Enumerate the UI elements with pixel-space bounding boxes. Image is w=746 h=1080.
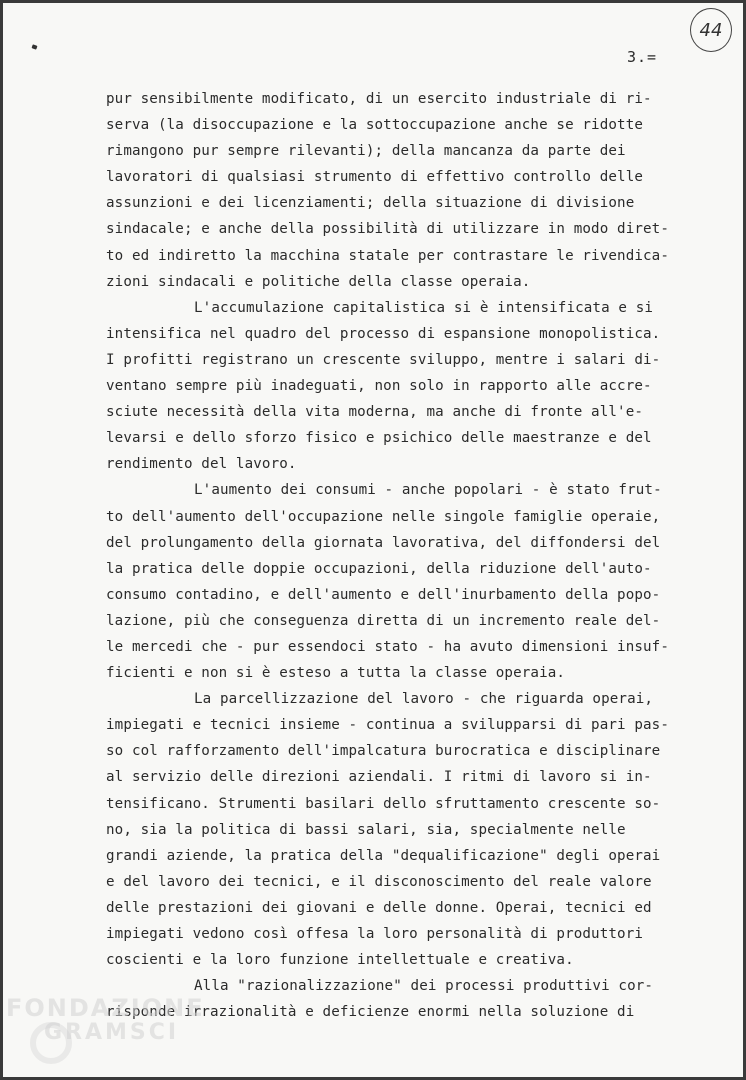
text-line: lazione, più che conseguenza diretta di un incremento reale del- (106, 612, 661, 629)
handwritten-folio-number: 44 (690, 8, 732, 52)
ink-mark (31, 44, 37, 49)
text-line: sciute necessità della vita moderna, ma anche di fronte all'e- (106, 404, 644, 421)
paragraph-start-line: La parcellizzazione del lavoro - che riguarda operai, (194, 691, 654, 708)
text-line: zioni sindacali e politiche della classe operaia. (106, 273, 531, 290)
text-line: delle prestazioni dei giovani e delle donne. Operai, tecnici ed (106, 899, 652, 916)
text-line: lavoratori di qualsiasi strumento di effettivo controllo delle (106, 169, 644, 186)
text-line: no, sia la politica di bassi salari, sia, specialmente nelle (106, 821, 626, 838)
paragraph-start-line: L'aumento dei consumi - anche popolari - è stato frut- (194, 482, 662, 499)
text-line: rimangono pur sempre rilevanti); della mancanza da parte dei (106, 143, 626, 160)
text-line: al servizio delle direzioni aziendali. I ritmi di lavoro si in- (106, 769, 652, 786)
text-line: consumo contadino, e dell'aumento e dell'inurbamento della popo- (106, 586, 661, 603)
text-line: to ed indiretto la macchina statale per contrastare le rivendica- (106, 247, 670, 264)
text-line: le mercedi che - pur essendoci stato - ha avuto dimensioni insuf- (106, 638, 670, 655)
text-line: sindacale; e anche della possibilità di utilizzare in modo diret- (106, 221, 670, 238)
typewritten-body (106, 86, 686, 1025)
paragraph-start-line: L'accumulazione capitalistica si è intensificata e si (194, 299, 654, 316)
text-line: e del lavoro dei tecnici, e il disconoscimento del reale valore (106, 873, 652, 890)
page-number: 3.= (627, 48, 658, 66)
text-line: ficienti e non si è esteso a tutta la classe operaia. (106, 665, 566, 682)
archive-watermark (6, 996, 205, 1044)
text-line: impiegati vedono così offesa la loro personalità di produttori (106, 926, 644, 942)
text-line: levarsi e dello sforzo fisico e psichico delle maestranze e del (106, 430, 652, 447)
text-line: risponde irrazionalità e deficienze enormi nella soluzione di (106, 1004, 635, 1021)
text-line: impiegati e tecnici insieme - continua a svilupparsi di pari pas- (106, 717, 670, 734)
text-line: assunzioni e dei licenziamenti; della situazione di divisione (106, 195, 635, 212)
text-line: tensificano. Strumenti basilari dello sfruttamento crescente so- (106, 795, 661, 812)
text-line: coscienti e la loro funzione intellettuale e creativa. (106, 952, 574, 969)
text-line: del prolungamento della giornata lavorativa, del diffondersi del (106, 534, 661, 551)
text-line: la pratica delle doppie occupazioni, della riduzione dell'auto- (106, 560, 652, 577)
text-line: rendimento del lavoro. (106, 456, 297, 473)
paragraph-start-line: Alla "razionalizzazione" dei processi produttivi cor- (194, 978, 654, 995)
text-line: ventano sempre più inadeguati, non solo in rapporto alle accre- (106, 378, 652, 395)
watermark-line-2: GRAMSCI (44, 1020, 180, 1045)
text-line: I profitti registrano un crescente sviluppo, mentre i salari di- (106, 351, 661, 368)
text-line: so col rafforzamento dell'impalcatura burocratica e disciplinare (106, 743, 661, 760)
text-line: intensifica nel quadro del processo di espansione monopolistica. (106, 325, 661, 342)
text-line: to dell'aumento dell'occupazione nelle singole famiglie operaie, (106, 508, 661, 525)
watermark-line-1: FONDAZIONE (6, 994, 205, 1022)
text-line: grandi aziende, la pratica della "dequalificazione" degli operai (106, 847, 661, 864)
text-line: serva (la disoccupazione e la sottoccupazione anche se ridotte (106, 117, 644, 134)
text-line: pur sensibilmente modificato, di un esercito industriale di ri- (106, 91, 652, 107)
